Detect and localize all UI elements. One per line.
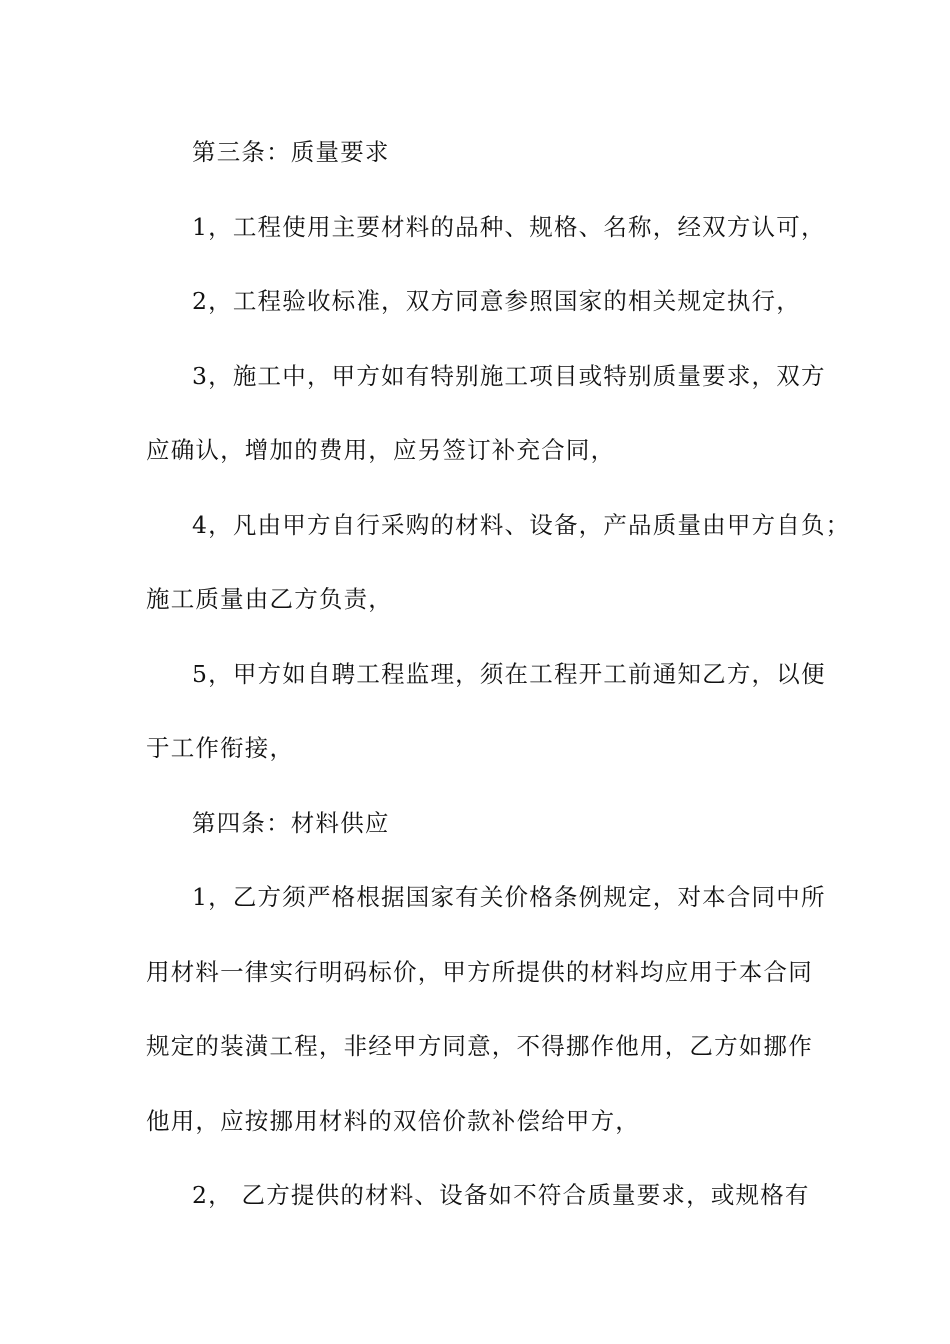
paragraph-line: 5，甲方如自聘工程监理，须在工程开工前通知乙方，以便 (192, 660, 826, 688)
paragraph-line: 他用，应按挪用材料的双倍价款补偿给甲方， (146, 1107, 640, 1135)
paragraph-line: 于工作衔接， (146, 734, 295, 762)
paragraph-line: 3，施工中，甲方如有特别施工项目或特别质量要求，双方 (192, 362, 826, 390)
paragraph-line: 施工质量由乙方负责， (146, 585, 393, 613)
paragraph-line: 规定的装潢工程，非经甲方同意，不得挪作他用，乙方如挪作 (146, 1032, 813, 1060)
paragraph-line: 用材料一律实行明码标价，甲方所提供的材料均应用于本合同 (146, 958, 813, 986)
section-heading-3: 第三条：质量要求 (192, 138, 390, 166)
paragraph-line: 1，乙方须严格根据国家有关价格条例规定，对本合同中所 (192, 883, 826, 911)
paragraph-line: 1，工程使用主要材料的品种、规格、名称，经双方认可， (192, 213, 826, 241)
paragraph-line: 2，工程验收标准，双方同意参照国家的相关规定执行， (192, 287, 801, 315)
paragraph-line: 4，凡由甲方自行采购的材料、设备，产品质量由甲方自负； (192, 511, 851, 539)
paragraph-line: 应确认，增加的费用，应另签订补充合同， (146, 436, 616, 464)
section-heading-4: 第四条：材料供应 (192, 809, 390, 837)
paragraph-line: 2， 乙方提供的材料、设备如不符合质量要求，或规格有 (192, 1181, 810, 1209)
